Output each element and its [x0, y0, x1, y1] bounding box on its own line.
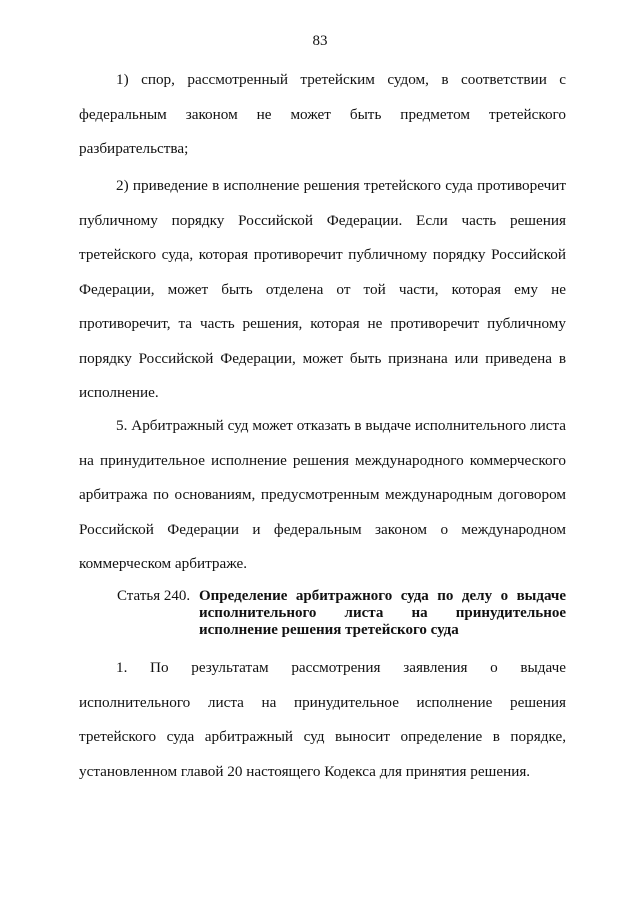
paragraph-item-2: 2) приведение в исполнение решения третейского суда противоречит публичному порядку Российской Федерации. Если часть решения третейского суда, которая противоречит публичному порядку Российской Федерации, может быть отделена от той части, которая ему не противоречит, та часть решения, которая не противоречит публичному порядку Российской Федерации, может быть признана или приведена в исполнение. [79, 177, 566, 401]
article-label: Статья 240. [117, 588, 191, 604]
paragraph-item-1: 1) спор, рассмотренный третейским судом, в соответствии с федеральным законом не может быть предметом третейского разбирательства; [79, 71, 566, 157]
page-number: 83 [312, 33, 328, 49]
paragraph-item-5: 5. Арбитражный суд может отказать в выдаче исполнительного листа на принудительное исполнение решения международного коммерческого арбитража по основаниям, предусмотренным международным договором Российской Федерации и федеральным законом о международном коммерческом арбитраже. [79, 417, 566, 572]
article-paragraph-item-1: 1. По результатам рассмотрения заявления о выдаче исполнительного листа на принудительное исполнение решения третейского суда арбитражный суд выносит определение в порядке, установленном главой 20 настоящего Кодекса для принятия решения. [79, 659, 566, 780]
article-title: Определение арбитражного суда по делу о выдаче исполнительного листа на принудительное исполнение решения третейского суда [199, 588, 566, 638]
